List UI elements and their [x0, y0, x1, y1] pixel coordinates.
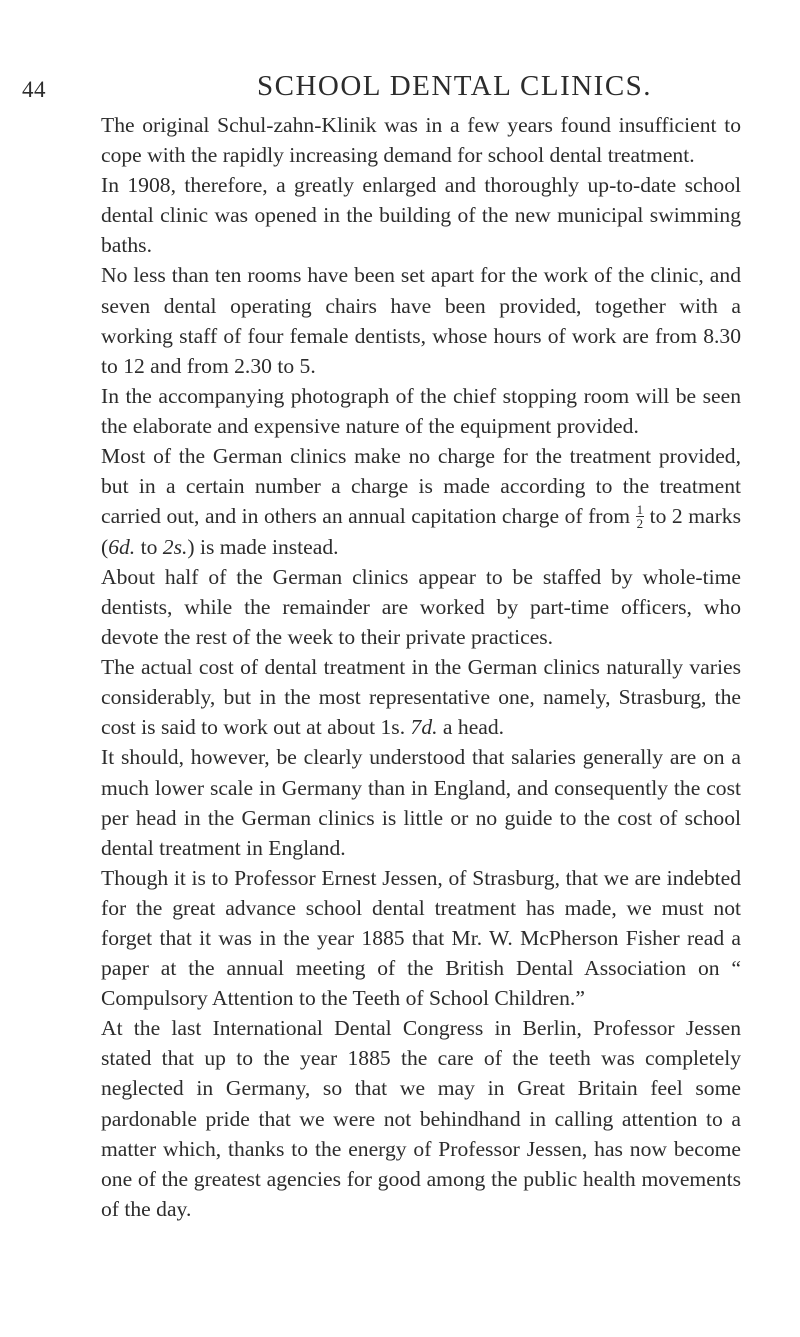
paragraph-original-clinic: The original Schul-zahn-Klinik was in a few years found insufficient to cope with the rapidly increasing demand for school dental treatment. — [101, 113, 741, 168]
charge-pence: 6d. — [108, 534, 136, 559]
charges-text-start: Most of the German clinics make no charge for the treatment provided, but in a certain number a charge is made according to the treatment carried out, and in others an annual capitation charge of from — [101, 444, 741, 529]
page-number: 44 — [22, 77, 46, 102]
fraction-numerator: 1 — [636, 501, 644, 517]
body-text — [101, 110, 741, 1224]
charges-text-middle: to 2 marks ( — [101, 504, 742, 559]
charges-to-word: to — [135, 534, 163, 559]
charge-shillings: 2s. — [162, 534, 188, 559]
cost-shilling: 1s. — [380, 715, 406, 740]
cost-text-end: a head. — [437, 715, 505, 740]
paragraph-photograph: In the accompanying photograph of the chief stopping room will be seen the elaborate and expensive nature of the equipment provided. — [101, 383, 741, 438]
paragraph-1908-clinic: In 1908, therefore, a greatly enlarged and thoroughly up-to-date school dental clinic was opened in the building of the new municipal swimming baths. — [101, 173, 741, 258]
fraction-denominator: 2 — [636, 515, 644, 531]
paragraph-charges — [101, 441, 741, 562]
paragraph-berlin-congress: At the last International Dental Congress in Berlin, Professor Jessen stated that up to the year 1885 the care of the teeth was completely neglected in Germany, so that we may in Great Britain feel some pardonable pride that we were not behindhand in calling attention to a matter which, thanks to the energy of Professor Jessen, has now become one of the greatest agencies for good among the public health movements of the day. — [101, 1016, 741, 1221]
cost-pence: 7d. — [410, 715, 438, 740]
half-fraction — [636, 503, 645, 530]
cost-text-start: The actual cost of dental treatment in the German clinics naturally varies considerably, but in the most representative one, namely, Strasburg, the cost is said to work out at about — [101, 655, 741, 740]
paragraph-jessen-fisher: Though it is to Professor Ernest Jessen, of Strasburg, that we are indebted for the great advance school dental treatment has made, we must not forget that it was in the year 1885 that Mr. W. McPherson Fisher read a paper at the annual meeting of the British Dental Association on “ Compulsory Attention to the Teeth of School Children.” — [101, 865, 741, 1011]
paragraph-salaries: It should, however, be clearly understood that salaries generally are on a much lower scale in Germany than in England, and consequently the cost per head in the German clinics is little or no guide to the cost of school dental treatment in England. — [101, 745, 741, 860]
running-title: SCHOOL DENTAL CLINICS. — [257, 70, 653, 102]
charges-text-end: ) is made instead. — [187, 534, 339, 559]
paragraph-staffing: About half of the German clinics appear to be staffed by whole-time dentists, while the remainder are worked by part-time officers, who devote the rest of the week to their private practices. — [101, 564, 741, 650]
paragraph-rooms-staff: No less than ten rooms have been set apart for the work of the clinic, and seven dental operating chairs have been provided, together with a working staff of four female dentists, whose hours of work are from 8.30 to 12 and from 2.30 to 5. — [101, 263, 741, 378]
paragraph-cost — [101, 652, 741, 742]
